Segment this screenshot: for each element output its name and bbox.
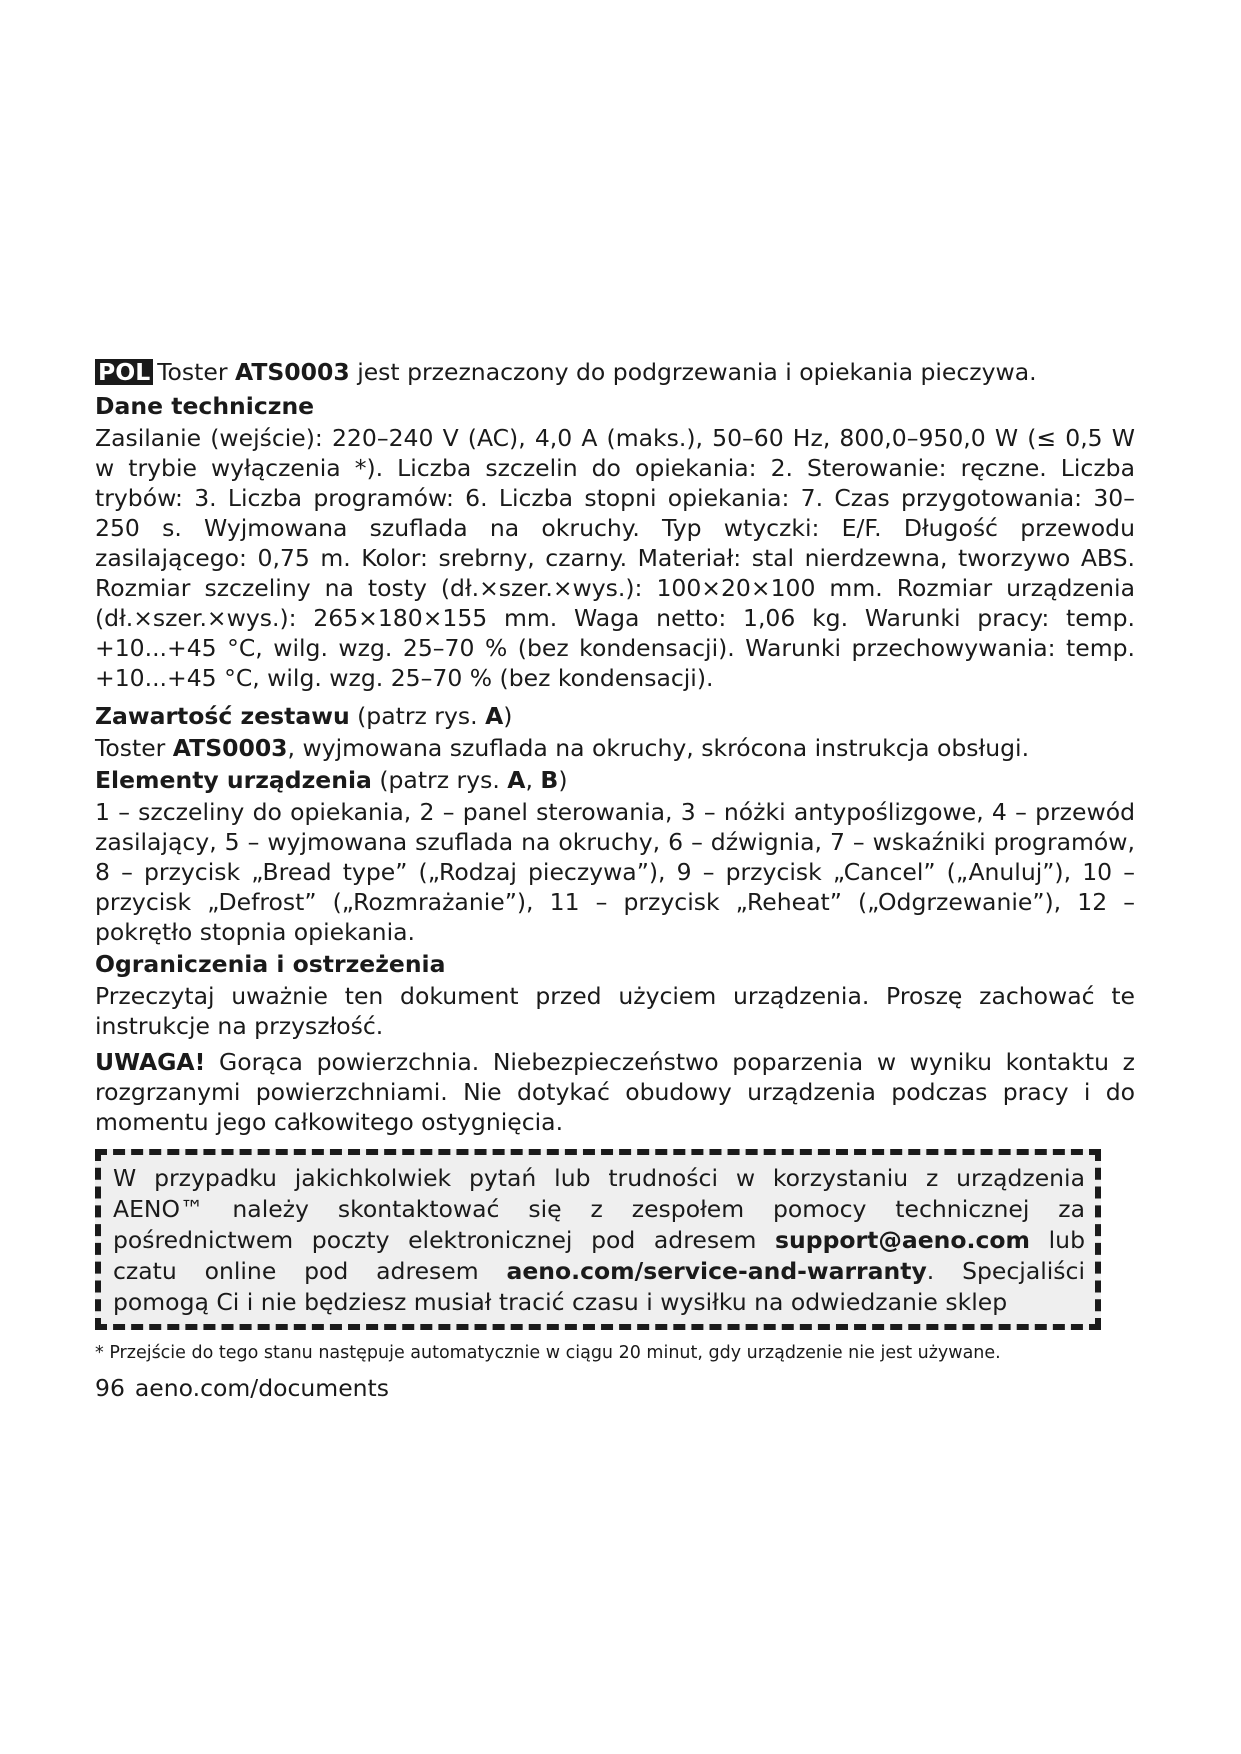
caution-paragraph: UWAGA! Gorąca powierzchnia. Niebezpieczeństwo poparzenia w wyniku kontaktu z rozgrzanymi powierzchniami. Nie dotykać obudowy urządzenia podczas pracy i do momentu jego całkowitego ostygnięcia.: [95, 1048, 1135, 1136]
elements-list: 1 – szczeliny do opiekania, 2 – panel sterowania, 3 – nóżki antypoślizgowe, 4 – przewód zasilający, 5 – wyjmowana szuflada na okruchy, 6 – dźwignia, 7 – wskaźniki programów, 8 – przycisk „Bread type” („Rodzaj pieczywa”), 9 – przycisk „Cancel” („Anuluj”), 10 – przycisk „Defrost” („Rozmrażanie”), 11 – przycisk „Reheat” („Odgrzewanie”), 12 – pokrętło stopnia opiekania.: [95, 798, 1135, 946]
contents-text: Toster ATS0003, wyjmowana szuflada na okruchy, skrócona instrukcja obsługi.: [95, 734, 1030, 762]
footnote: * Przejście do tego stanu następuje automatycznie w ciągu 20 minut, gdy urządzenie nie jest używane.: [95, 1343, 1001, 1363]
intro-paragraph: POL Toster ATS0003 jest przeznaczony do podgrzewania i opiekania pieczywa.: [95, 355, 1135, 389]
contents-model: ATS0003: [172, 734, 288, 762]
caution-label: UWAGA!: [95, 1048, 206, 1076]
page-number: 96: [95, 1374, 125, 1402]
contents-heading: Zawartość zestawu (patrz rys. A): [95, 702, 513, 730]
manual-page: [95, 355, 1135, 1404]
support-email[interactable]: support@aeno.com: [775, 1226, 1031, 1254]
warnings-heading: Ograniczenia i ostrzeżenia: [95, 950, 446, 978]
model-name: ATS0003: [234, 358, 350, 386]
page-footer: [95, 1372, 1135, 1404]
tech-specs: Zasilanie (wejście): 220–240 V (AC), 4,0 A (maks.), 50–60 Hz, 800,0–950,0 W (≤ 0,5 W w trybie wyłączenia *). Liczba szczelin do opiekania: 2. Sterowanie: ręczne. Liczba trybów: 3. Liczba programów: 6. Liczba stopni opiekania: 7. Czas przygotowania: 30–250 s. Wyjmowana szuflada na okruchy. Typ wtyczki: E/F. Długość przewodu zasilającego: 0,75 m. Kolor: srebrny, czarny. Materiał: stal nierdzewna, tworzywo ABS. Rozmiar szczeliny na tosty (dł.×szer.×wys.): 100×20×100 mm. Rozmiar urządzenia (dł.×szer.×wys.): 265×180×155 mm. Waga netto: 1,06 kg. Warunki pracy: temp. +10...+45 °C, wilg. wzg. 25–70 % (bez kondensacji). Warunki przechowywania: temp. +10...+45 °C, wilg. wzg. 25–70 % (bez kondensacji).: [95, 424, 1135, 692]
warnings-text: Przeczytaj uważnie ten dokument przed użyciem urządzenia. Proszę zachować te instrukcje na przyszłość.: [95, 982, 1135, 1040]
language-badge: POL: [95, 359, 153, 385]
support-url[interactable]: aeno.com/service-and-warranty: [506, 1257, 927, 1285]
elements-heading: Elementy urządzenia (patrz rys. A, B): [95, 766, 568, 794]
support-box: W przypadku jakichkolwiek pytań lub trudności w korzystaniu z urządzenia AENO™ należy skontaktować się z zespołem pomocy technicznej za pośrednictwem poczty elektronicznej pod adresem support@aeno.com lub czatu online pod adresem aeno.com/service-and-warranty. Specjaliści pomogą Ci i nie będziesz musiał tracić czasu i wysiłku na odwiedzanie sklep: [95, 1149, 1101, 1330]
documents-link[interactable]: aeno.com/documents: [134, 1374, 390, 1402]
tech-heading: Dane techniczne: [95, 392, 315, 420]
